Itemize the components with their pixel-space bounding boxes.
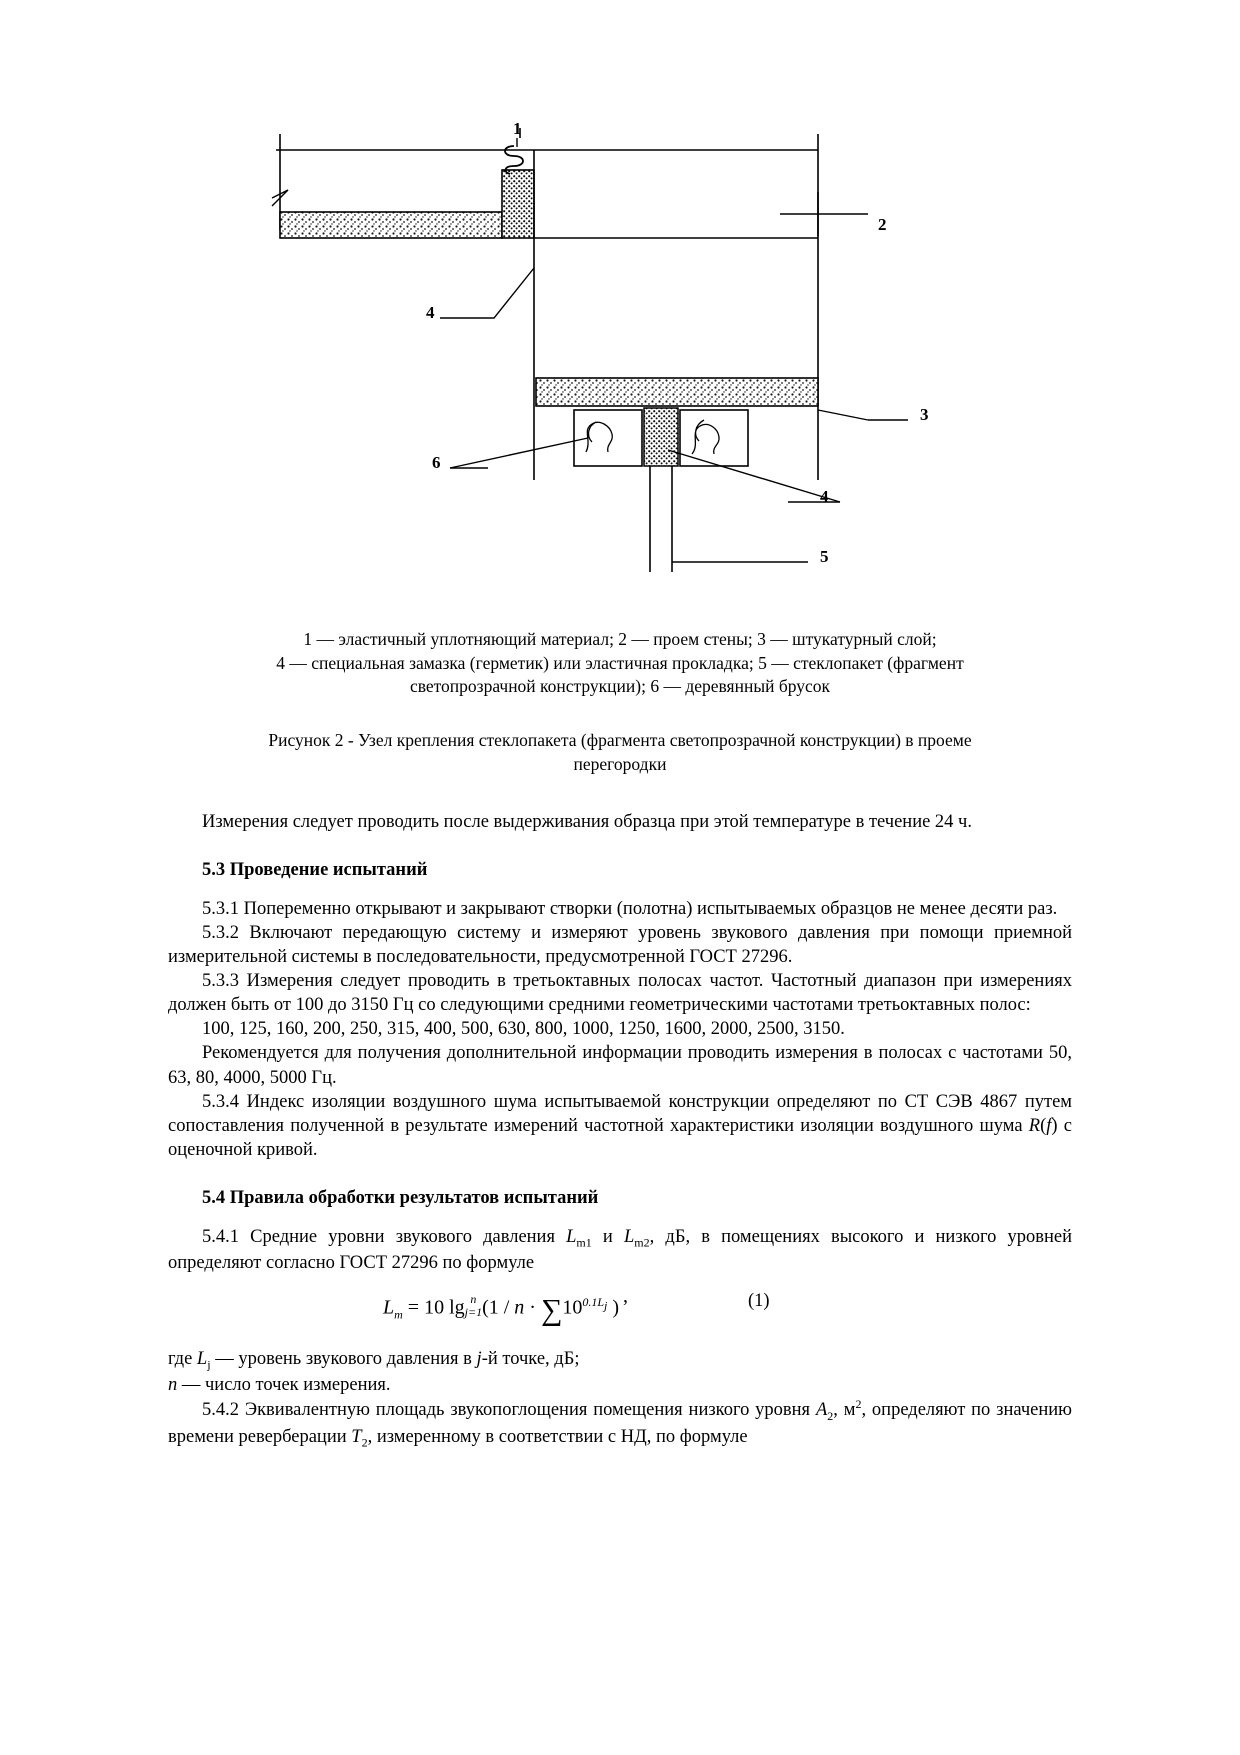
paragraph-5-4-1 bbox=[168, 1225, 1072, 1275]
symbol-Lm1: L bbox=[566, 1226, 577, 1247]
figure-caption bbox=[168, 628, 1072, 699]
paragraph-5-3-4: 5.3.4 Индекс изоляции воздушного шума испытываемой конструкции определяют по СТ СЭВ 4867 путем сопоставления полученной в результате измерений частотной характеристики изоляции воздушного шума R(f) с оценочной кривой. bbox=[168, 1091, 1072, 1160]
formula-exponent bbox=[582, 1294, 608, 1313]
symbol-T2: T bbox=[351, 1426, 362, 1447]
symbol-Lm2: L bbox=[623, 1226, 635, 1247]
symbol-n: n bbox=[168, 1375, 178, 1396]
symbol-Lm1-sub: m1 bbox=[576, 1235, 592, 1250]
text-n-def: — число точек измерения. bbox=[177, 1375, 391, 1396]
text-where-c: -й точке, дБ; bbox=[481, 1349, 580, 1370]
paragraph-5-3-1: 5.3.1 Попеременно открывают и закрывают створки (полотна) испытываемых образцов не менее десяти раз. bbox=[202, 899, 1058, 920]
paragraph-5-4-2 bbox=[168, 1397, 1072, 1451]
paragraph-5-3-2: 5.3.2 Включают передающую систему и измеряют уровень звукового давления при помощи приемной измерительной системы в последовательности, предусмотренной ГОСТ 27296. bbox=[168, 923, 1072, 968]
figure-callout-6: 6 bbox=[432, 453, 441, 472]
text-where-b: — уровень звукового давления в bbox=[210, 1349, 477, 1370]
formula-1-row bbox=[168, 1285, 1072, 1343]
text-5-4-2-part-d: , измеренному в соответствии с НД, по формуле bbox=[367, 1426, 748, 1447]
paragraph-recommendation: Рекомендуется для получения дополнительной информации проводить измерения в полосах с частотами 50, 63, 80, 4000, 5000 Гц. bbox=[168, 1043, 1072, 1088]
figure-title bbox=[168, 729, 1072, 776]
formula-Lm-sub: m bbox=[394, 1307, 403, 1322]
text-5-4-1-part-a: 5.4.1 Средние уровни звукового давления bbox=[202, 1226, 567, 1247]
summation-icon: ∑ bbox=[540, 1293, 563, 1327]
text-5-4-2-part-c: , определяют по значению времени реверберации bbox=[168, 1400, 1072, 1447]
figure-svg bbox=[168, 120, 1072, 620]
symbol-T2-sub: 2 bbox=[361, 1435, 368, 1450]
paragraph-5-3-3: 5.3.3 Измерения следует проводить в третьоктавных полосах частот. Частотный диапазон при измерениях должен быть от 100 до 3150 Гц со следующими средними геометрическими частотами третьоктавных полос: bbox=[168, 971, 1072, 1016]
formula-n: n bbox=[514, 1296, 525, 1319]
text-and: и bbox=[591, 1226, 624, 1247]
figure-caption-line-1: 1 — эластичный уплотняющий материал; 2 — проем стены; 3 — штукатурный слой; bbox=[303, 629, 937, 649]
symbol-Lj-sub: j bbox=[207, 1357, 211, 1372]
paragraph-n-definition bbox=[168, 1373, 1072, 1397]
symbol-f: f bbox=[1046, 1115, 1052, 1136]
formula-lower-limit: j=1 bbox=[464, 1304, 483, 1319]
symbol-R: R bbox=[1028, 1115, 1041, 1136]
formula-limits bbox=[465, 1293, 482, 1318]
figure-caption-line-2: 4 — специальная замазка (герметик) или эластичная прокладка; 5 — стеклопакет (фрагмент bbox=[276, 652, 964, 673]
paragraph-where-Lj bbox=[168, 1347, 1072, 1373]
figure-callout-3: 3 bbox=[920, 405, 929, 424]
figure-title-line-1: Рисунок 2 - Узел крепления стеклопакета (фрагмента светопрозрачной конструкции) в проеме bbox=[268, 729, 972, 750]
formula-eq: = 10 lg bbox=[402, 1296, 465, 1319]
symbol-A2-sub: 2 bbox=[827, 1409, 834, 1424]
figure-callout-4-lower: 4 bbox=[820, 487, 829, 506]
figure-callout-1: 1 bbox=[513, 120, 522, 138]
formula-upper-limit: n bbox=[470, 1292, 477, 1307]
symbol-A2: A bbox=[815, 1400, 828, 1421]
formula-dot: · bbox=[524, 1296, 541, 1319]
formula-Lm: L bbox=[383, 1296, 395, 1319]
formula-exponent-base: 0.1L bbox=[582, 1294, 605, 1309]
formula-comma: , bbox=[623, 1285, 628, 1308]
symbol-j: j bbox=[476, 1349, 482, 1370]
formula-mid: (1 / bbox=[482, 1296, 515, 1319]
symbol-Lm2-sub: m2 bbox=[634, 1235, 650, 1250]
heading-5-4: 5.4 Правила обработки результатов испытаний bbox=[202, 1187, 599, 1208]
formula-number: (1) bbox=[748, 1291, 770, 1312]
figure-callout-4-upper: 4 bbox=[426, 303, 435, 322]
figure-title-line-2: перегородки bbox=[573, 753, 667, 774]
formula-close: ) bbox=[607, 1296, 620, 1319]
paragraph-intro: Измерения следует проводить после выдерживания образца при этой температуре в течение 24 ч. bbox=[202, 812, 972, 833]
paragraph-frequencies: 100, 125, 160, 200, 250, 315, 400, 500, 630, 800, 1000, 1250, 1600, 2000, 2500, 3150. bbox=[202, 1019, 845, 1040]
figure-callout-5: 5 bbox=[820, 547, 829, 566]
unit-square-sup: 2 bbox=[855, 1397, 862, 1412]
formula-exponent-sub: j bbox=[604, 1298, 608, 1313]
formula-1 bbox=[383, 1293, 619, 1328]
formula-ten: 10 bbox=[562, 1296, 583, 1319]
figure-callout-2: 2 bbox=[878, 215, 887, 234]
heading-5-3: 5.3 Проведение испытаний bbox=[202, 860, 428, 881]
text-5-4-2-part-a: 5.4.2 Эквивалентную площадь звукопоглощения помещения низкого уровня bbox=[202, 1400, 816, 1421]
text-5-4-1-part-b: , дБ, в помещениях высокого и низкого уровней определяют согласно ГОСТ 27296 по формуле bbox=[168, 1226, 1072, 1273]
text-5-3-4-part-a: 5.3.4 Индекс изоляции воздушного шума испытываемой конструкции определяют по СТ СЭВ 4867 путем сопоставления полученной в результате измерений частотной характеристики изоляции воздушного шума bbox=[168, 1091, 1072, 1136]
page-content bbox=[168, 120, 1072, 1451]
text-where: где bbox=[168, 1349, 197, 1370]
figure-caption-line-3: светопрозрачной конструкции); 6 — деревянный брусок bbox=[409, 676, 831, 697]
figure-2-diagram bbox=[168, 120, 1072, 620]
symbol-Lj: L bbox=[196, 1349, 208, 1370]
text-5-3-4-part-b: ) с оценочной кривой. bbox=[168, 1115, 1072, 1160]
text-5-4-2-part-b: , м bbox=[833, 1400, 856, 1421]
